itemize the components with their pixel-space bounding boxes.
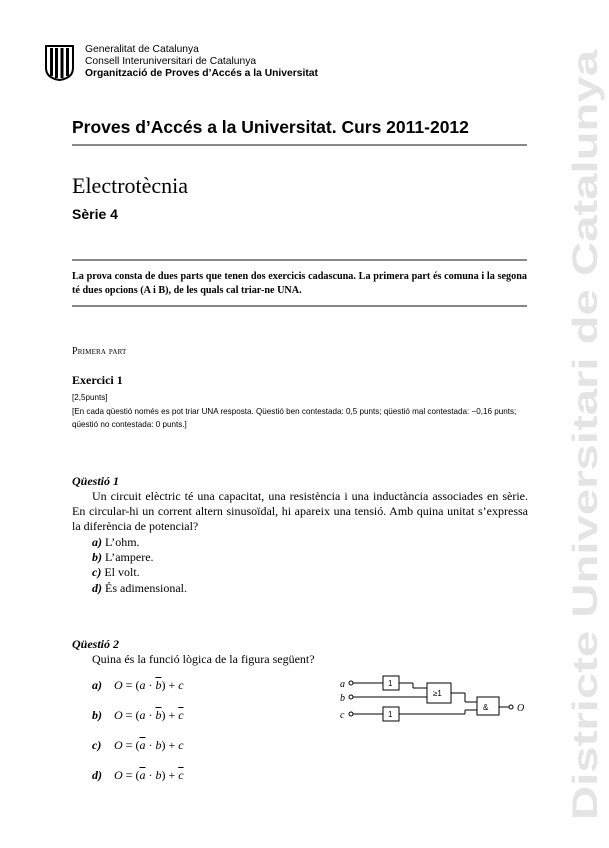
formula-c: c) $O = (\overline{a} \cdot b) + c$ [92,738,184,752]
option-c: c) El volt. [92,565,140,580]
exercise-title: Exercici 1 [72,373,123,387]
exam-title: Proves d’Accés a la Universitat. Curs 2011-2012 [72,117,469,137]
question-1-options [92,535,187,596]
input-b-label: b [340,693,345,704]
divider-rule [72,259,527,261]
intro-text: La prova consta de dues parts que tenen dos exercicis cadascuna. La primera part és comuna i la segona té dues opcions (A i B), de les quals cal triar-ne UNA. [72,271,527,296]
divider-rule [72,144,527,146]
or-gate-label: ≥1 [433,689,442,698]
input-a-label: a [340,679,345,690]
question-1-text: Un circuit elèctric té una capacitat, una resistència i una inductància associades en sèrie. En circular-hi un corrent altern sinusoïdal, hi apareix una tensió. Amb quina unitat s’expressa la diferència de potencial? [72,489,528,534]
exercise-instructions: [En cada qüestió només es pot triar UNA resposta. Qüestió ben contestada: 0,5 punts; qüestió mal contestada: −0,16 punts; qüestió no contestada: 0 punts.] [72,406,517,429]
option-b: b) L’ampere. [92,550,154,565]
subject-title: Electrotècnia [72,173,189,198]
formula-b: b) $O = (a \cdot \overline{b}) + \overline{c}$ [92,708,184,722]
watermark-text [559,40,609,820]
option-a: a) L’ohm. [92,535,140,549]
serie-label: Sèrie 4 [72,206,118,222]
question-1-title: Qüestió 1 [72,474,120,488]
formula-d: d) $O = (\overline{a} \cdot b) + \overline{c}$ [92,768,184,782]
not-gate-1-label: 1 [388,679,393,688]
question-2-title: Qüestió 2 [72,637,120,651]
question-2-text: Quina és la funció lògica de la figura següent? [92,652,315,666]
divider-rule [72,305,527,307]
option-d: d) És adimensional. [92,580,187,595]
exercise-points: [2,5punts] [72,393,108,402]
svg-text:Districte Universitari de Cata: Districte Universitari de Catalunya [566,250,605,820]
formula-a: a) $O = (a \cdot \overline{b}) + c$ [92,678,184,692]
input-c-label: c [340,710,345,721]
logic-circuit-diagram [337,666,537,728]
generalitat-logo-icon [44,44,75,82]
not-gate-2-label: 1 [388,710,393,719]
exercise-meta [72,391,532,432]
and-gate-label: & [483,703,489,712]
institution-line-3: Organització de Proves d’Accés a la Universitat [85,68,318,80]
institution-line-1: Generalitat de Catalunya [85,44,199,55]
output-label: O [517,703,525,714]
institution-block [85,44,318,81]
part-title: Primera part [72,346,127,357]
institution-line-2: Consell Interuniversitari de Catalunya [85,56,257,68]
